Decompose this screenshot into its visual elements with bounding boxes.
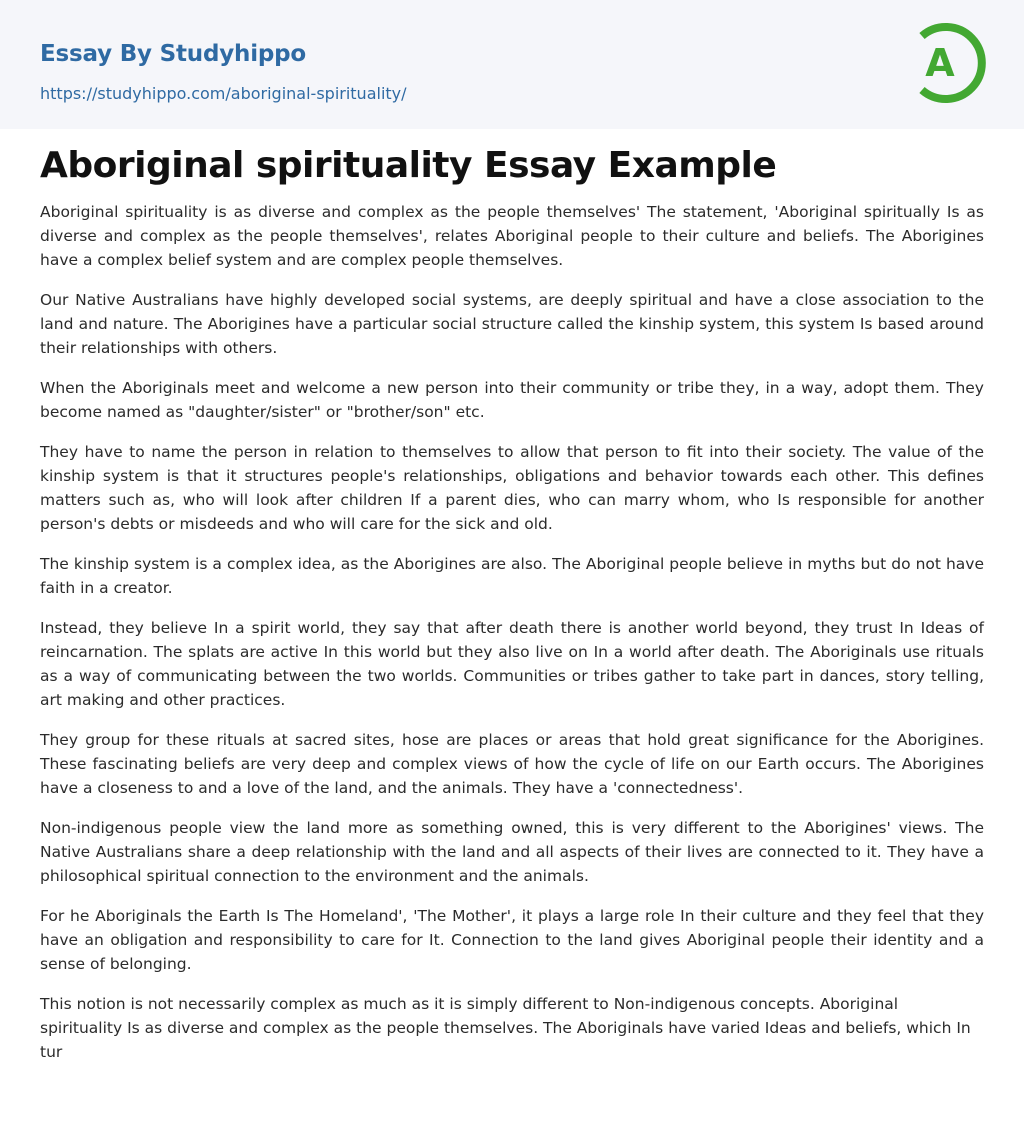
source-url-link[interactable]: https://studyhippo.com/aboriginal-spirituality/ xyxy=(40,84,407,103)
essay-paragraph: They group for these rituals at sacred sites, hose are places or areas that hold great significance for the Aborigines. These fascinating beliefs are very deep and complex views of how the cycle of life on our Earth occurs. The Aborigines have a closeness to and a love of the land, and the animals. They have a 'connectedness'. xyxy=(40,731,984,797)
essay-paragraph: For he Aboriginals the Earth Is The Homeland', 'The Mother', it plays a large role In their culture and they feel that they have an obligation and responsibility to care for It. Connection to the land gives Aboriginal people their identity and a sense of belonging. xyxy=(40,907,984,973)
essay-paragraph: This notion is not necessarily complex as much as it is simply different to Non-indigenous concepts. Aboriginal spirituality Is as diverse and complex as the people themselves. The Aboriginals have varied Ideas and beliefs, which In tur xyxy=(40,995,971,1061)
essay-paragraph: Instead, they believe In a spirit world, they say that after death there is another world beyond, they trust In Ideas of reincarnation. The splats are active In this world but they also live on In a world after death. The Aboriginals use rituals as a way of communicating between the two worlds. Communities or tribes gather to take part in dances, story telling, art making and other practices. xyxy=(40,619,984,709)
essay-paragraph: When the Aboriginals meet and welcome a new person into their community or tribe they, in a way, adopt them. They become named as "daughter/sister" or "brother/son" etc. xyxy=(40,379,984,421)
essay-paragraph: Our Native Australians have highly developed social systems, are deeply spiritual and have a close association to the land and nature. The Aborigines have a particular social structure called the kinship system, this system Is based around their relationships with others. xyxy=(40,291,984,357)
page-header xyxy=(0,0,1024,129)
page-title: Aboriginal spirituality Essay Example xyxy=(40,145,777,186)
brand-title[interactable]: Essay By Studyhippo xyxy=(40,41,307,67)
essay-body xyxy=(40,200,984,1080)
essay-paragraph: The kinship system is a complex idea, as the Aborigines are also. The Aboriginal people believe in myths but do not have faith in a creator. xyxy=(40,555,984,597)
essay-paragraph: Non-indigenous people view the land more as something owned, this is very different to the Aborigines' views. The Native Australians share a deep relationship with the land and all aspects of their lives are connected to it. They have a philosophical spiritual connection to the environment and the animals. xyxy=(40,819,984,885)
essay-paragraph: Aboriginal spirituality is as diverse and complex as the people themselves' The statement, 'Aboriginal spiritually Is as diverse and complex as the people themselves', relates Aboriginal people to their culture and beliefs. The Aborigines have a complex belief system and are complex people themselves. xyxy=(40,203,984,269)
essay-paragraph: They have to name the person in relation to themselves to allow that person to fit into their society. The value of the kinship system is that it structures people's relationships, obligations and behavior towards each other. This defines matters such as, who will look after children If a parent dies, who can marry whom, who Is responsible for another person's debts or misdeeds and who will care for the sick and old. xyxy=(40,443,984,533)
logo-letter: A xyxy=(925,41,955,85)
studyhippo-logo-icon[interactable] xyxy=(912,20,988,106)
